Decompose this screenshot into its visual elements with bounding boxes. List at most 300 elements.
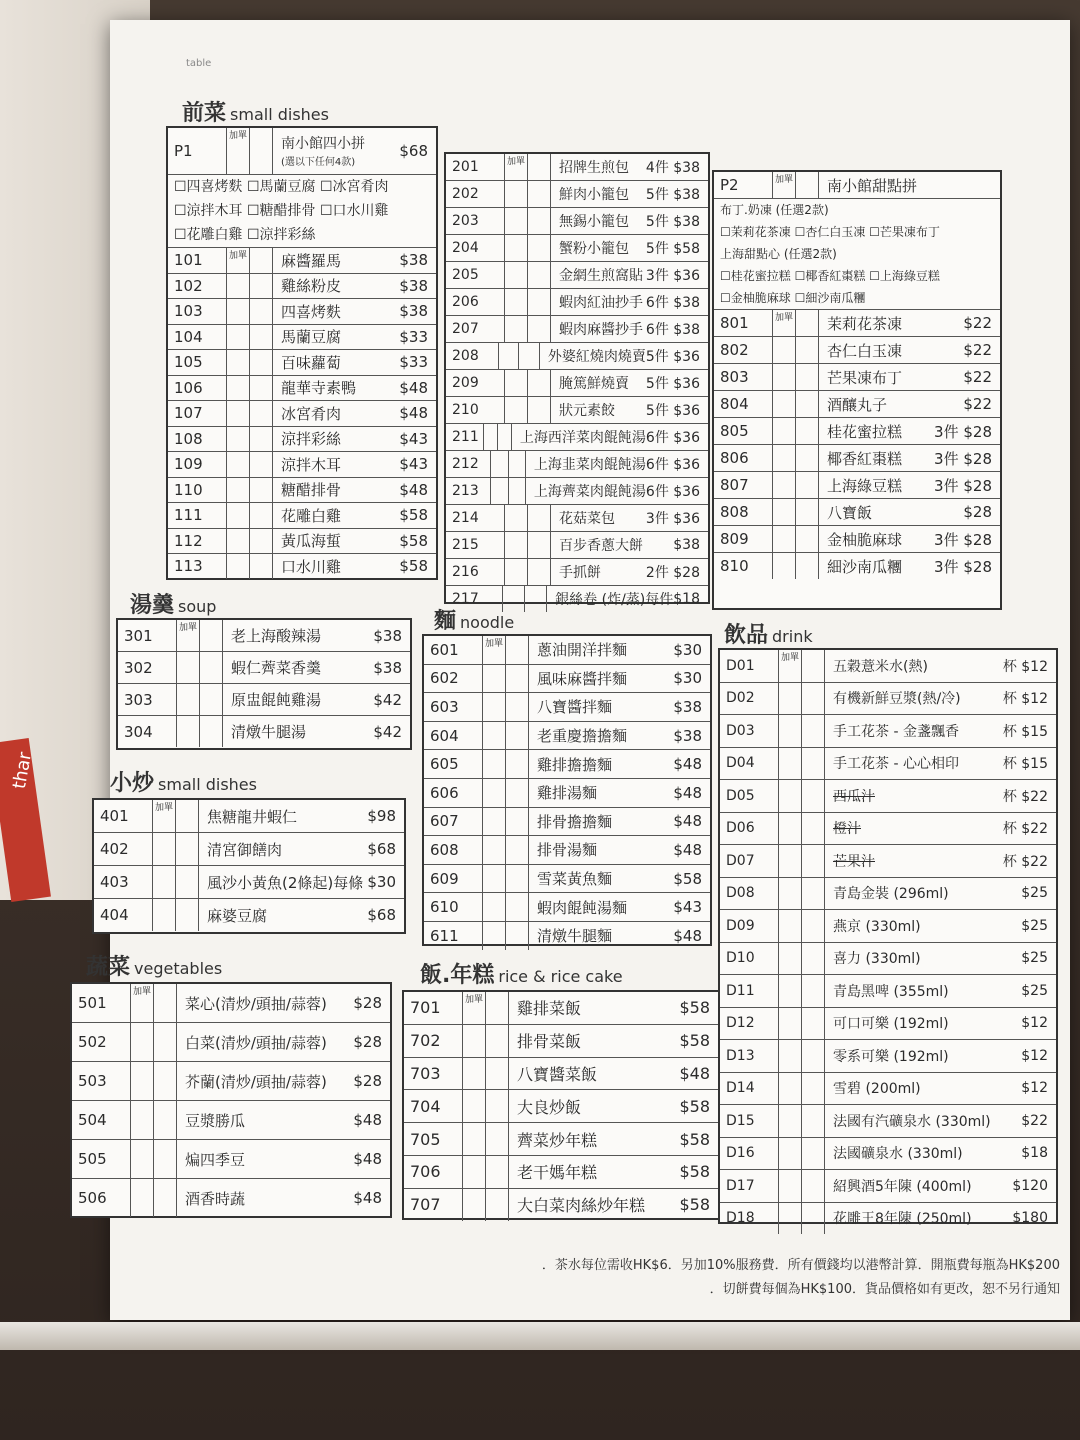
- item-code: 604: [424, 722, 483, 750]
- menu-item-row: [720, 1040, 1056, 1073]
- menu-item-row: [446, 397, 708, 424]
- add-label: [227, 427, 250, 452]
- item-price: 5件 $36: [645, 403, 700, 419]
- option-line: ☐四喜烤麩 ☐馬蘭豆腐 ☐冰宮肴肉: [174, 179, 389, 195]
- item-code: 104: [168, 325, 227, 350]
- item-name: 橙汁: [833, 821, 861, 838]
- menu-item-row: [720, 910, 1056, 943]
- item-price: $48: [673, 840, 702, 859]
- blank-cell: [802, 845, 825, 877]
- item-name: 排骨湯麵: [537, 841, 598, 860]
- blank-cell: [506, 865, 529, 893]
- item-name: 老干媽年糕: [517, 1163, 598, 1183]
- menu-item-row: [714, 364, 1000, 391]
- menu-item-row: [404, 1090, 718, 1123]
- item-price: 5件 $36: [645, 349, 700, 365]
- item-price: 5件 $38: [645, 187, 700, 203]
- add-label: [463, 1123, 486, 1155]
- item-name: 芥蘭(清炒/頭抽/蒜蓉): [185, 1072, 327, 1091]
- option-line: 上海甜點心 (任選2款): [720, 247, 837, 261]
- menu-item-row: [404, 1058, 718, 1091]
- item-price: $48: [399, 378, 428, 397]
- rice-heading: [420, 958, 623, 989]
- blank-cell: [802, 1073, 825, 1105]
- item-code: 212: [446, 451, 491, 477]
- menu-item-row: [720, 943, 1056, 976]
- menu-item-row: [424, 693, 710, 722]
- item-price: $58: [399, 506, 428, 525]
- item-name: 細沙南瓜糰: [827, 557, 903, 576]
- add-label: [463, 1025, 486, 1057]
- add-label: [773, 364, 796, 390]
- add-label: [505, 370, 528, 396]
- menu-item-row: [94, 899, 404, 931]
- item-name: 金網生煎窩貼: [559, 268, 643, 284]
- stirfry-title-en: small dishes: [158, 775, 257, 794]
- dessert-options: [714, 199, 1000, 310]
- item-name: 馬蘭豆腐: [281, 328, 342, 347]
- item-price: $58: [399, 531, 428, 550]
- menu-item-row: [446, 262, 708, 289]
- item-name: 手工花茶 - 金盞飄香: [833, 723, 959, 740]
- blank-cell: [802, 1105, 825, 1137]
- add-label: [227, 401, 250, 426]
- blank-cell: [154, 1062, 177, 1100]
- item-code: 201: [446, 154, 505, 180]
- item-code: 502: [72, 1023, 131, 1061]
- item-price: $12: [1021, 1015, 1048, 1032]
- blank-cell: [506, 693, 529, 721]
- add-label: [773, 472, 796, 498]
- add-label: [483, 722, 506, 750]
- menu-item-row: [720, 1203, 1056, 1235]
- menu-item-row: [168, 325, 436, 351]
- add-label: [505, 262, 528, 288]
- menu-item-row: [424, 893, 710, 922]
- option-line: ☐桂花蜜拉糕 ☐椰香紅棗糕 ☐上海綠豆糕: [720, 269, 940, 283]
- add-label: [131, 1179, 154, 1217]
- blank-cell: [200, 684, 223, 715]
- item-code: 505: [72, 1140, 131, 1178]
- item-code: D11: [720, 975, 779, 1007]
- item-code: 204: [446, 235, 505, 261]
- item-name: 茉莉花茶凍: [827, 314, 903, 333]
- add-label: [779, 1008, 802, 1040]
- menu-item-row: [714, 310, 1000, 337]
- menu-item-row: [72, 984, 390, 1023]
- add-label: [177, 652, 200, 683]
- item-code: 701: [404, 992, 463, 1024]
- menu-item-row: [446, 424, 708, 451]
- item-code: 217: [446, 586, 503, 612]
- blank-cell: [154, 1140, 177, 1178]
- item-price: $48: [353, 1111, 382, 1129]
- item-code: 707: [404, 1189, 463, 1221]
- item-price: $12: [1021, 1047, 1048, 1064]
- add-label: [483, 808, 506, 836]
- blank-cell: [802, 683, 825, 715]
- item-price: 杯 $15: [1002, 756, 1048, 773]
- add-label: [773, 391, 796, 417]
- add-label: [773, 526, 796, 552]
- item-name: 清燉牛腿湯: [231, 723, 307, 741]
- item-price: $22: [963, 341, 992, 359]
- item-price: $38: [399, 302, 428, 321]
- item-price: 5件 $36: [645, 376, 700, 392]
- item-code: 504: [72, 1101, 131, 1139]
- blank-cell: [528, 397, 551, 423]
- item-price: $22: [1021, 1112, 1048, 1129]
- item-price: $38: [673, 537, 700, 553]
- menu-item-row: [720, 1105, 1056, 1138]
- blank-cell: [250, 503, 273, 528]
- item-price: $28: [353, 994, 382, 1012]
- add-label: [779, 910, 802, 942]
- soup-heading: [130, 588, 216, 619]
- item-name: 西瓜汁: [833, 788, 875, 805]
- item-name: 麻婆豆腐: [207, 906, 268, 925]
- add-label: [773, 499, 796, 525]
- add-label: [463, 1156, 486, 1188]
- item-code: 111: [168, 503, 227, 528]
- blank-cell: [250, 248, 273, 273]
- blank-cell: [802, 910, 825, 942]
- item-code: D09: [720, 910, 779, 942]
- add-label: [505, 181, 528, 207]
- item-price: $68: [367, 840, 396, 858]
- item-name: 紹興酒5年陳 (400ml): [833, 1178, 972, 1195]
- rice-title-en: rice & rice cake: [498, 967, 623, 986]
- menu-item-row: [424, 836, 710, 865]
- add-label: [779, 1170, 802, 1202]
- item-name: 原盅餛飩雞湯: [231, 691, 322, 709]
- add-label: [483, 865, 506, 893]
- item-code: 210: [446, 397, 505, 423]
- red-card-text: thar: [8, 750, 36, 791]
- item-code: D14: [720, 1073, 779, 1105]
- menu-item-row: [168, 503, 436, 529]
- blank-cell: [509, 478, 526, 504]
- menu-item-row: [446, 208, 708, 235]
- blank-cell: [528, 208, 551, 234]
- blank-cell: [506, 779, 529, 807]
- blank-cell: [250, 401, 273, 426]
- item-price: $43: [399, 429, 428, 448]
- item-price: $33: [399, 353, 428, 372]
- item-price: $48: [353, 1189, 382, 1207]
- item-price: 6件 $36: [645, 457, 700, 473]
- item-name: 老重慶擔擔麵: [537, 727, 628, 746]
- add-label: [773, 553, 796, 579]
- blank-cell: [506, 808, 529, 836]
- blank-cell: [154, 984, 177, 1022]
- item-name: 銀絲卷 (炸/蒸)每件: [555, 592, 674, 608]
- menu-item-row: [424, 779, 710, 808]
- blank-cell: [506, 750, 529, 778]
- add-label: [227, 325, 250, 350]
- item-name: 芒果凍布丁: [827, 368, 903, 387]
- item-price: $48: [673, 755, 702, 774]
- add-label: 加單: [153, 800, 176, 832]
- add-label: [779, 715, 802, 747]
- item-price: $38: [399, 276, 428, 295]
- item-name: 大白菜肉絲炒年糕: [517, 1196, 646, 1216]
- item-name: 法國有汽礦泉水 (330ml): [833, 1113, 991, 1130]
- item-name: 青島金裝 (296ml): [833, 886, 949, 903]
- blank-cell: [506, 836, 529, 864]
- blank-cell: [796, 364, 819, 390]
- veg-box: [70, 982, 392, 1218]
- item-price: $48: [399, 480, 428, 499]
- item-price: $48: [673, 783, 702, 802]
- item-code: 302: [118, 652, 177, 683]
- blank-cell: [498, 424, 512, 450]
- item-name: 百味蘿蔔: [281, 353, 342, 372]
- drink-heading: [724, 618, 813, 649]
- menu-item-row: [168, 427, 436, 453]
- item-name: 老上海酸辣湯: [231, 627, 322, 645]
- item-price: 3件 $36: [645, 511, 700, 527]
- add-label: [779, 943, 802, 975]
- blank-cell: [486, 1025, 509, 1057]
- item-code: 506: [72, 1179, 131, 1217]
- item-name: 蝦仁薺菜香羹: [231, 659, 322, 677]
- item-name: 清宮御饍肉: [207, 840, 283, 859]
- blank-cell: [176, 833, 199, 865]
- item-name: 芒果汁: [833, 853, 875, 870]
- add-label: [227, 554, 250, 579]
- add-label: [153, 866, 176, 898]
- menu-item-row: [446, 316, 708, 343]
- menu-item-row: [446, 505, 708, 532]
- item-price: $18: [673, 591, 700, 607]
- blank-cell: [519, 343, 539, 369]
- item-price: 3件 $28: [934, 530, 992, 549]
- item-name: 涼拌彩絲: [281, 430, 342, 449]
- menu-item-row: [446, 370, 708, 397]
- item-name: 五穀薏米水(熱): [833, 658, 928, 675]
- blank-cell: [154, 1179, 177, 1217]
- menu-item-row: [424, 922, 710, 950]
- item-code: 209: [446, 370, 505, 396]
- item-price: $38: [373, 626, 402, 645]
- item-code: D13: [720, 1040, 779, 1072]
- item-name: 風味麻醬拌麵: [537, 669, 628, 688]
- add-label: [491, 451, 508, 477]
- item-code: 110: [168, 478, 227, 503]
- menu-item-row: [168, 529, 436, 555]
- item-name: 蔥油開洋拌麵: [537, 641, 628, 660]
- item-code: 207: [446, 316, 505, 342]
- item-price: $38: [399, 251, 428, 270]
- item-code: 106: [168, 376, 227, 401]
- add-label: [483, 750, 506, 778]
- menu-item-row: [72, 1179, 390, 1217]
- item-name: 雪碧 (200ml): [833, 1081, 921, 1098]
- item-code: 503: [72, 1062, 131, 1100]
- item-name: 麻醬羅馬: [281, 251, 342, 270]
- noodle-heading: [434, 604, 514, 635]
- blank-cell: [802, 943, 825, 975]
- blank-cell: [528, 532, 551, 558]
- item-code: 108: [168, 427, 227, 452]
- add-label: [483, 836, 506, 864]
- item-name: 排骨擔擔麵: [537, 812, 613, 831]
- add-label: [483, 922, 506, 950]
- menu-item-row: [720, 683, 1056, 716]
- p1-options: [168, 175, 436, 248]
- menu-item-row: [168, 376, 436, 402]
- drink-title: 飲品: [724, 623, 769, 648]
- item-name: 焦糖龍井蝦仁: [207, 807, 298, 826]
- item-code: 215: [446, 532, 505, 558]
- item-code: 705: [404, 1123, 463, 1155]
- menu-item-row: [714, 445, 1000, 472]
- blank-cell: [796, 337, 819, 363]
- item-name: 燕京 (330ml): [833, 918, 921, 935]
- stirfry-title: 小炒: [110, 771, 155, 796]
- item-code: 112: [168, 529, 227, 554]
- item-price: 2件 $28: [645, 565, 700, 581]
- item-name: 雪菜黃魚麵: [537, 870, 613, 889]
- add-label: [505, 397, 528, 423]
- blank-cell: [250, 529, 273, 554]
- menu-item-row: [168, 554, 436, 579]
- item-code: 702: [404, 1025, 463, 1057]
- blank-cell: [154, 1023, 177, 1061]
- add-label: [773, 418, 796, 444]
- add-label: [227, 376, 250, 401]
- add-label: [491, 478, 508, 504]
- clipboard-edge: [0, 1322, 1080, 1350]
- item-code: D10: [720, 943, 779, 975]
- item-code: 403: [94, 866, 153, 898]
- item-code: 805: [714, 418, 773, 444]
- menu-item-row: [118, 684, 410, 716]
- item-price: $25: [1021, 885, 1048, 902]
- blank-cell: [525, 586, 547, 612]
- item-code: 202: [446, 181, 505, 207]
- blank-cell: [250, 325, 273, 350]
- item-code: D12: [720, 1008, 779, 1040]
- add-label: [131, 1023, 154, 1061]
- item-name: 雞絲粉皮: [281, 277, 342, 296]
- item-price: $48: [399, 404, 428, 423]
- add-label: [177, 684, 200, 715]
- item-name: 龍華寺素鴨: [281, 379, 357, 398]
- item-price: 杯 $15: [1002, 723, 1048, 740]
- add-label: 加單: [177, 620, 200, 651]
- menu-item-row: [424, 722, 710, 751]
- add-label: [505, 532, 528, 558]
- item-price: $33: [399, 327, 428, 346]
- menu-item-row: [446, 451, 708, 478]
- veg-title-en: vegetables: [134, 959, 223, 978]
- add-label: [483, 693, 506, 721]
- blank-cell: [796, 445, 819, 471]
- item-code: 801: [714, 310, 773, 336]
- item-name: 蝦肉餛飩湯麵: [537, 898, 628, 917]
- menu-item-row: [720, 1008, 1056, 1041]
- item-price: $38: [373, 658, 402, 677]
- item-price: 杯 $22: [1002, 821, 1048, 838]
- item-code: 601: [424, 636, 483, 664]
- add-label: [227, 299, 250, 324]
- soup-title: 湯羹: [130, 593, 175, 618]
- blank-cell: [802, 878, 825, 910]
- item-name: 青島黑啤 (355ml): [833, 983, 949, 1000]
- add-label: [227, 478, 250, 503]
- add-label: [779, 845, 802, 877]
- menu-item-row: [424, 808, 710, 837]
- item-name: 雞排菜飯: [517, 999, 582, 1019]
- blank-cell: [796, 418, 819, 444]
- item-code: 501: [72, 984, 131, 1022]
- item-price: $120: [1012, 1177, 1048, 1194]
- add-label: 加單: [773, 172, 796, 198]
- item-code: 102: [168, 274, 227, 299]
- blank-cell: [802, 650, 825, 682]
- item-name: 排骨菜飯: [517, 1032, 582, 1052]
- item-name: 清燉牛腿麵: [537, 927, 613, 946]
- item-name: 八寶飯: [827, 503, 873, 522]
- item-code: 706: [404, 1156, 463, 1188]
- blank-cell: [528, 262, 551, 288]
- add-label: [153, 833, 176, 865]
- blank-cell: [250, 452, 273, 477]
- item-price: 杯 $22: [1002, 853, 1048, 870]
- item-code: 609: [424, 865, 483, 893]
- item-price: $42: [373, 690, 402, 709]
- item-price: 3件 $28: [934, 422, 992, 441]
- noodle-box: [422, 634, 712, 946]
- item-price: $22: [963, 368, 992, 386]
- item-name: 蝦肉麻醬抄手: [559, 322, 643, 338]
- menu-item-row: [72, 1140, 390, 1179]
- item-code: 808: [714, 499, 773, 525]
- add-label: [505, 505, 528, 531]
- item-name: 白菜(清炒/頭抽/蒜蓉): [185, 1033, 327, 1052]
- item-price: $18: [1021, 1145, 1048, 1162]
- blank-cell: [528, 370, 551, 396]
- add-label: [483, 779, 506, 807]
- item-code: 109: [168, 452, 227, 477]
- item-price: 6件 $38: [645, 322, 700, 338]
- item-code: 303: [118, 684, 177, 715]
- menu-item-row: [714, 472, 1000, 499]
- rice-title: 飯.年糕: [420, 963, 495, 988]
- item-name: 豆漿勝瓜: [185, 1111, 246, 1130]
- item-code: 211: [446, 424, 484, 450]
- item-code: P2: [714, 172, 773, 198]
- small-dishes-title: 前菜: [182, 101, 227, 126]
- menu-item-row: [404, 1123, 718, 1156]
- add-label: [779, 780, 802, 812]
- item-price: $28: [963, 503, 992, 521]
- item-code: 103: [168, 299, 227, 324]
- item-price: $48: [673, 926, 702, 945]
- item-code: 602: [424, 665, 483, 693]
- add-label: [463, 1058, 486, 1090]
- item-price: $30: [367, 873, 396, 891]
- blank-cell: [802, 813, 825, 845]
- menu-item-row: [168, 248, 436, 274]
- menu-item-row: [714, 418, 1000, 445]
- item-code: 606: [424, 779, 483, 807]
- item-code: 216: [446, 559, 505, 585]
- item-code: 802: [714, 337, 773, 363]
- add-label: [779, 1138, 802, 1170]
